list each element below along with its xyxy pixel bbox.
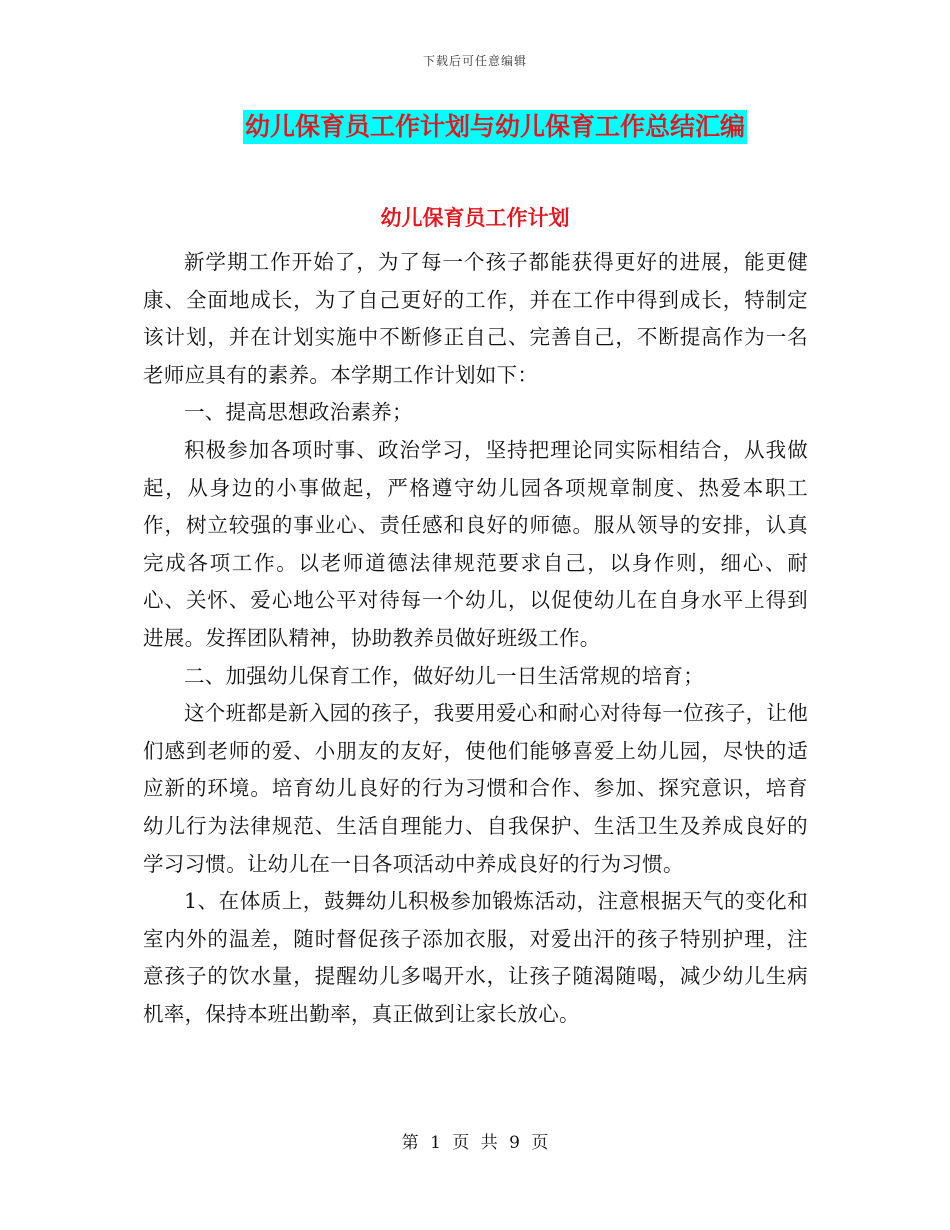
- paragraph-political: 积极参加各项时事、政治学习，坚持把理论同实际相结合，从我做起，从身边的小事做起，严格遵守幼儿园各项规章制度、热爱本职工作，树立较强的事业心、责任感和良好的师德。服从领导的安排，认真完成各项工作。以老师道德法律规范要求自己，以身作则，细心、耐心、关怀、爱心地公平对待每一个幼儿，以促使幼儿在自身水平上得到进展。发挥团队精神，协助教养员做好班级工作。: [143, 437, 808, 650]
- document-title-container: [0, 110, 950, 144]
- paragraph-intro: 新学期工作开始了，为了每一个孩子都能获得更好的进展，能更健康、全面地成长，为了自己更好的工作，并在工作中得到成长，特制定该计划，并在计划实施中不断修正自己、完善自己，不断提高作为一名老师应具有的素养。本学期工作计划如下：: [143, 250, 808, 387]
- document-title: 幼儿保育员工作计划与幼儿保育工作总结汇编: [243, 110, 747, 144]
- paragraph-heading-1: 一、提高思想政治素养；: [184, 400, 413, 425]
- paragraph-physical: 1、在体质上，鼓舞幼儿积极参加锻炼活动，注意根据天气的变化和室内外的温差，随时督促孩子添加衣服，对爱出汗的孩子特别护理，注意孩子的饮水量，提醒幼儿多喝开水，让孩子随渴随喝，减少幼儿生病机率，保持本班出勤率，真正做到让家长放心。: [143, 889, 808, 1026]
- paragraph-new-children: 这个班都是新入园的孩子，我要用爱心和耐心对待每一位孩子，让他们感到老师的爱、小朋友的友好，使他们能够喜爱上幼儿园，尽快的适应新的环境。培育幼儿良好的行为习惯和合作、参加、探究意识，培育幼儿行为法律规范、生活自理能力、自我保护、生活卫生及养成良好的学习习惯。让幼儿在一日各项活动中养成良好的行为习惯。: [143, 701, 808, 876]
- document-body: [143, 244, 808, 1033]
- page-header-note: 下载后可任意编辑: [422, 54, 527, 68]
- paragraph-heading-2: 二、加强幼儿保育工作，做好幼儿一日生活常规的培育；: [184, 663, 704, 688]
- section-title: 幼儿保育员工作计划: [380, 206, 570, 230]
- page-number-footer: 第 1 页 共 9 页: [401, 1133, 549, 1153]
